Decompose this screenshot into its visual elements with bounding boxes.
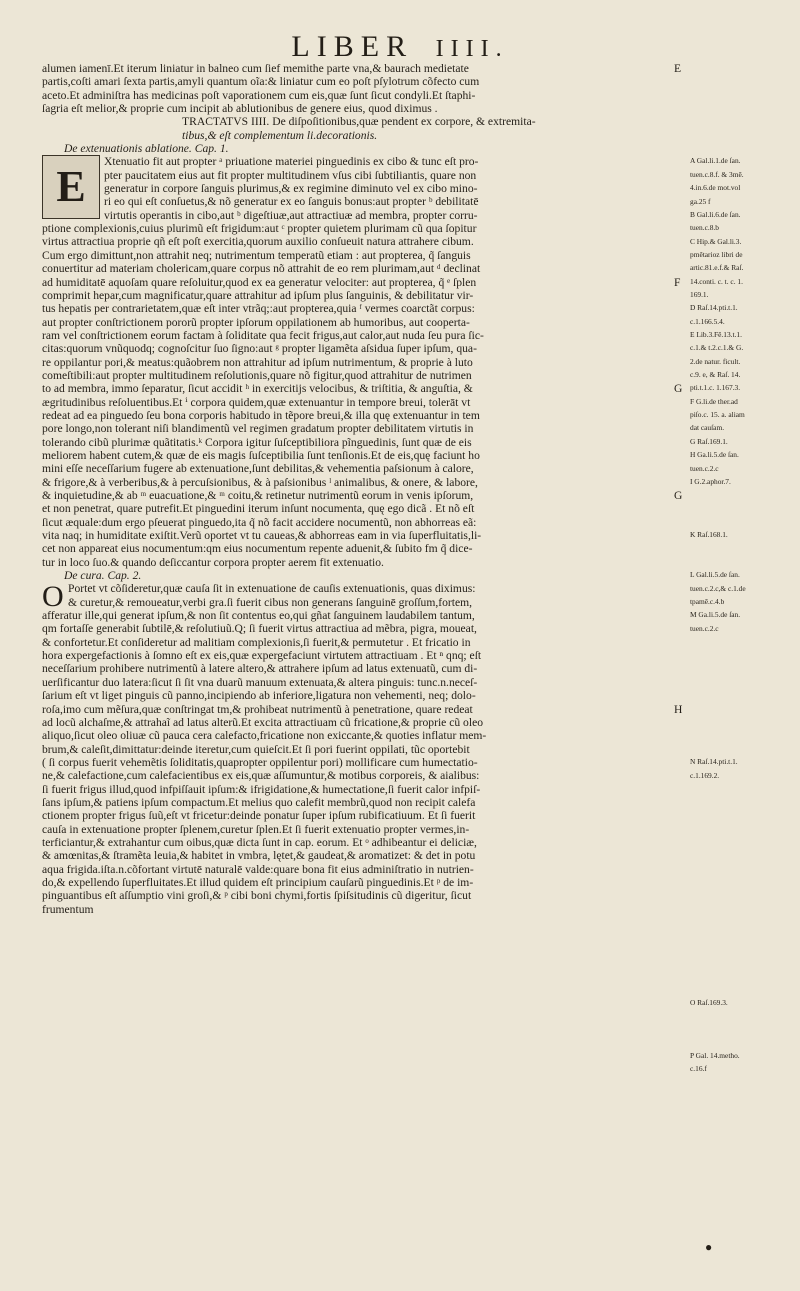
margin-note: 4.in.6.de mot.vol <box>690 183 741 193</box>
text-line <box>42 823 682 836</box>
line-text: & amœnitas,& ſtramẽta leuia,& habitet in vmbra, lętet,& gaudeat,& aromatizet: & det in potu <box>42 849 476 863</box>
text-line <box>42 75 682 88</box>
line-text: hora expergefactionis à ſomno eſt ex eis,quæ expergefaciunt virtutem attractiuam . Et ⁿ qnq; eſt <box>42 649 482 663</box>
line-text: ctionem propter frigus ſuũ,eſt vt fricetur:deinde ponatur ſuper ipſum rubificatiuum. Et ſi fuerit <box>42 809 476 823</box>
text-line <box>42 155 682 168</box>
line-text: vita naq; in humiditate exiſtit.Verũ oportet vt tu caueas,& abhorreas eam in via ſuperfluitatis,li- <box>42 529 482 543</box>
margin-note: 2.de natur. ficult. <box>690 356 741 366</box>
initial-letter-o: O <box>42 580 64 613</box>
initial-letter-e: E <box>42 155 100 219</box>
line-text: citas:quorum vnũquodq; cognoſcitur ſuo ſigno:aut ᵍ propter ligamẽta aſsidua ſuper ipſum, qua- <box>42 342 477 356</box>
text-line <box>42 809 682 822</box>
text-line <box>42 209 682 222</box>
text-line <box>42 195 682 208</box>
text-line <box>42 142 682 155</box>
line-text: tolerando cibũ plurimæ quãtitatis.ᵏ Corpora igitur ſuſceptibiliora pĩnguedinis, ſunt quæ de eis <box>42 435 472 449</box>
text-line <box>42 62 682 75</box>
line-text: re oppilantur pori,& meatus:quãobrem non attrahitur ad ipſum nutrimentum, & proprie à luto <box>42 355 473 369</box>
line-text: cet non appareat eius nocumentum:qm eius nocumentum repente aduenit,& ſubito fm q̃ dice- <box>42 542 473 556</box>
margin-note: tuen.c.8.b <box>690 223 719 233</box>
margin-note: dat cauſam. <box>690 423 725 433</box>
margin-note: tpamē.c.4.b <box>690 597 725 606</box>
line-text: et non penetrat, quare putrefit.Et pinguedini iterum inſunt nocumenta, quę ego dicã . Et nõ eſt <box>42 502 475 516</box>
text-line <box>42 876 682 889</box>
line-text: do,& expellendo ſuperfluitates.Et illud quidem eſt principium cauſarũ pinguedinis.Et ᵖ de im- <box>42 875 474 889</box>
line-text: alumen iamenī.Et iterum liniatur in balneo cum ſief memithe parte vna,& baurach medietate <box>42 62 469 75</box>
text-line <box>42 582 682 595</box>
line-text: ſagria eſt melior,& proprie cum incipit ab ablutionibus de genere eius, quod diximus . <box>42 102 438 116</box>
line-text: virtutis operantis in cibo,aut ᵇ digeſtiuæ,aut attractiuæ ad membra, propter corru- <box>104 208 478 222</box>
line-text: ſicut æquale:dum ergo pſeuerat pinguedo,ita q̃ nõ facit accidere nocumentũ, non abhorreas eã: <box>42 515 477 529</box>
margin-note: ga.25 f <box>690 196 711 206</box>
section-letter: E <box>674 62 682 75</box>
text-line <box>42 169 682 182</box>
line-text: frumentum <box>42 902 94 916</box>
text-line <box>42 102 682 115</box>
line-text: terficiantur,& extrahantur cum oibus,quæ dicta ſunt in cap. eorum. Et ᵒ adhibeantur ei deliciæ, <box>42 835 477 849</box>
line-text: ad humiditatē aquoſam quare reſoluitur,quod ex ea generatur velociter: aut propterea, q̃ ᵉ ſplen <box>42 275 477 289</box>
text-line <box>42 703 682 716</box>
line-text: pter paucitatem eius aut fit propter multitudinem vſus cibi ſubtiliantis, quare non <box>104 168 477 182</box>
line-text: Xtenuatio fit aut propter ᵃ priuatione materiei pinguedinis ex cibo & tunc eſt pro- <box>104 155 479 169</box>
margin-note: H Ga.li.5.de ſan. <box>690 450 739 460</box>
line-text: roſa,imo cum mẽſura,quæ conſtringat tm,& prohibeat nutrimentũ à penetratione, quare redeat <box>42 702 473 716</box>
line-text: redeat ad ea pinguedo ſeu bona corporis habitudo in tẽpore breui,& illa quę extenuantur in tem <box>42 408 480 422</box>
line-text: & inquietudine,& ab ᵐ euacuatione,& ᵐ coitu,& retinetur nutrimentũ eorum in venis ipſorum, <box>42 489 474 502</box>
line-text: TRACTATVS IIII. De diſpoſitionibus,quæ pendent ex corpore, & extremita- <box>182 115 536 129</box>
line-text: aliquo,ſicut oleo oliuæ cũ pauca cera calefacto,fricatione non exiccante,& quoties inflatur mem- <box>42 729 487 743</box>
margin-note: P Gal. 14.metho. <box>690 1050 740 1060</box>
text-line <box>42 182 682 195</box>
text-line <box>42 689 682 702</box>
line-text: neceſſarium prohibere nutrimentũ à latere altero,& attrahere ipſum ad latus extenuatũ, cum di- <box>42 662 478 676</box>
margin-note: tuen.c.2.c <box>690 463 719 473</box>
text-line <box>42 769 682 782</box>
line-text: comprimit hepar,cum magnificatur,quare attrahitur ad ipſum plus ſanguinis, & debilitatur vir- <box>42 288 474 302</box>
main-text-block <box>42 62 682 916</box>
margin-note: c.9. e, & Raſ. 14. <box>690 370 741 380</box>
line-text: ptione complexionis,cuius plurimũ eſt frigidum:aut ᶜ propter quietem plurimam cũ qua ſopitur <box>42 222 477 236</box>
line-text: aceto.Et adminiſtra has medicinas poſt vaporationem cum eis,quæ ſunt ſicut condyli.Et ſtaphi- <box>42 88 476 102</box>
margin-note: tuen.c.2.c <box>690 623 719 633</box>
line-text: Portet vt cõſideretur,quæ cauſa ſit in extenuatione de cauſis extenuationis, quas diximus: <box>68 582 476 596</box>
margin-note: pti.t.1.c. 1.167.3. <box>690 383 741 393</box>
text-line <box>42 596 682 609</box>
text-line <box>42 489 682 502</box>
text-line <box>42 316 682 329</box>
text-line <box>42 396 682 409</box>
text-line <box>42 729 682 742</box>
text-line <box>42 409 682 422</box>
text-line <box>42 249 682 262</box>
line-text: De extenuationis ablatione. Cap. 1. <box>64 142 229 156</box>
margin-note: c.1.& t.2.c.1.& G. <box>690 343 744 353</box>
margin-note: c.16.f <box>690 1064 707 1074</box>
text-line <box>42 756 682 769</box>
line-text: ( ſi corpus fuerit vehemẽtis ſoliditatis,quapropter oppilentur pori) mollificare cum humectatio- <box>42 755 478 769</box>
text-line <box>42 289 682 302</box>
line-text: tur in loco ſuo.& quando deſiccantur corpora propter aerem fit extenuatio. <box>42 555 384 569</box>
text-line <box>42 662 682 675</box>
text-line <box>42 449 682 462</box>
line-text: aqua frigida.iſta.n.cõfortant virtutē naturalē valde:quare bona fit eius adminiſtratio in nutrien- <box>42 862 474 876</box>
line-text: tibus,& eſt complementum li.decorationis. <box>182 128 378 142</box>
text-line <box>42 129 682 142</box>
margin-note: L Gal.li.5.de ſan. <box>690 570 740 580</box>
text-line <box>42 716 682 729</box>
text-line <box>42 636 682 649</box>
line-text: qm fortaſſe generabit ſubtilē,& reſolutiuũ.Q; ſi fuerit virtus attractiua ad mẽbra, pigra, moueat, <box>42 622 477 636</box>
margin-note: O Raſ.169.3. <box>690 997 728 1007</box>
line-text: conuertitur ad materiam cholericam,quare corpus nõ attrahit de eo rem plurimam,aut ᵈ declinat <box>42 262 481 276</box>
running-header <box>0 30 800 64</box>
margin-note: pmẽtarioz libri de <box>690 249 743 259</box>
margin-note: c.1.166.5.4. <box>690 316 725 326</box>
line-text: partis,coſti amari ſexta partis,amyli quantum oĩa:& liniatur cum eo poſt pſylotrum cõfecto cum <box>42 75 480 89</box>
margin-note: K Raſ.168.1. <box>690 530 728 540</box>
text-line <box>42 436 682 449</box>
margin-note: N Raſ.14.pti.t.1. <box>690 757 738 767</box>
line-text: uerſificantur duo latera:ſicut ſi ſit vna duarũ manuum extenuata,& altera pinguis: tunc.n.neceſ- <box>42 675 478 689</box>
text-line <box>42 556 682 569</box>
margin-note: 14.conti. c. t. c. 1. <box>690 276 743 286</box>
text-line <box>42 609 682 622</box>
text-line <box>42 849 682 862</box>
text-line <box>42 276 682 289</box>
text-line <box>42 222 682 235</box>
margin-note: c.1.169.2. <box>690 770 720 780</box>
margin-note: tuen.c.8.f. & 3mē. <box>690 169 744 179</box>
text-line <box>42 502 682 515</box>
line-text: Cum ergo dimittunt,non attrahit neq; nutrimentum temperatũ etiam : aut propterea, q̃ ſanguis <box>42 248 471 262</box>
margin-note: piſo.c. 15. a. aliam <box>690 410 745 420</box>
line-text: to ad membra, immo ſeparatur, ſicut accidit ʰ in exercitijs velocibus, & triſtitia, & anguſtia, & <box>42 382 473 396</box>
line-text: comeſtibili:aut propter multitudinem reſolutionis,quare nõ figitur,quod attrahitur de nutrimen <box>42 368 472 382</box>
text-line <box>42 542 682 555</box>
text-line <box>42 262 682 275</box>
text-line <box>42 422 682 435</box>
line-text: generatur in corpore ſanguis plurimus,& ex regimine diminuto vel ex cibo mino- <box>104 182 478 196</box>
text-line <box>42 89 682 102</box>
text-line <box>42 235 682 248</box>
line-text: ri eo qui eſt conſuetus,& nõ generatur ex eo ſanguis bonus:aut propter ᵇ debilitatē <box>104 195 479 209</box>
text-line <box>42 903 682 916</box>
section-letter: F <box>674 275 681 289</box>
line-text: & curetur,& remoueatur,verbi gra.ſi fuerit cibus non generans ſanguinē groſſum,fortem, <box>68 595 473 609</box>
text-line <box>42 516 682 529</box>
section-letter: G <box>674 382 683 396</box>
line-text: mini eſſe neceſſarium fugere ab extenuatione,ſunt debilitas,& vehementia paſsionum à calore, <box>42 462 474 476</box>
line-text: aut propter conſtrictionem pororũ propter ipſorum oppilationem ab humoribus, aut cooperta- <box>42 315 470 329</box>
text-line <box>42 676 682 689</box>
margin-note: B Gal.li.6.de ſan. <box>690 209 741 219</box>
margin-note: F G.li.de ther.ad <box>690 396 738 406</box>
line-text: meliorem habent cutem,& quæ de eis magis ſuſceptibilia ſunt tenſionis.Et de eis,quę faciunt ho <box>42 448 480 462</box>
margin-note: C Hip.& Gal.li.3. <box>690 236 742 246</box>
margin-note: A Gal.li.1.de ſan. <box>690 156 741 166</box>
line-text: ram vel conſtrictionem eorum factam à ſoliditate qua fecit frigus,aut calor,aut nuda ſeu pura ſic- <box>42 328 484 342</box>
text-line <box>42 302 682 315</box>
margin-note: 169.1. <box>690 289 709 299</box>
header-title: LIBER <box>291 30 414 63</box>
line-text: cauſa in extenuatione propter ſplenem,curetur ſplen.Et ſi fuerit extenuatio propter vermes,in- <box>42 822 470 836</box>
text-line <box>42 649 682 662</box>
line-text: ſans ipſum,& patiens ipſum compactum.Et melius quo calefit membrũ,quod non recipit calefa <box>42 795 476 809</box>
line-text: pore longo,non tolerant niſi blandimentũ vel regimen gradatum propter debilitatem virtutis in <box>42 422 474 436</box>
text-line <box>42 476 682 489</box>
line-text: De cura. Cap. 2. <box>64 569 142 583</box>
ornament-dot: ● <box>705 1240 713 1254</box>
line-text: ſi fuerit frigus illud,quod infpiſſauit ipſum:& ifrigidatione,& humectatione,ſi fuerit calor infpiſ- <box>42 782 481 796</box>
section-letter: H <box>674 702 683 716</box>
text-line <box>42 529 682 542</box>
line-text: ægritudinibus reſoluentibus.Et ⁱ corpora quidem,quæ extenuantur in tempore breui, tolerāt vt <box>42 395 471 409</box>
line-text: afferatur ille,qui generat ipſum,& non ſit contentus eo,qui gñat ſanguinem laudabilem tantum, <box>42 609 475 623</box>
text-line <box>42 382 682 395</box>
text-line <box>42 329 682 342</box>
line-text: ad locũ alchaſme,& attrahaĩ ad latus alterũ.Et excita attractiuam cũ fricatione,& proprie cũ oleo <box>42 715 484 729</box>
text-line <box>42 369 682 382</box>
line-text: pinguantibus eſt aſſumptio vini groſi,& ᵖ cibi boni chymi,fortis ſpiſsitudinis cũ digeritur, ſicut <box>42 889 472 903</box>
text-line <box>42 462 682 475</box>
text-line <box>42 836 682 849</box>
text-line <box>42 783 682 796</box>
margin-note: artic.81.e.f.& Raſ. <box>690 263 744 273</box>
text-line <box>42 622 682 635</box>
text-line <box>42 743 682 756</box>
text-line <box>42 569 682 582</box>
line-text: brum,& caleſit,dimittatur:deinde iteretur,cum quieſcit.Et ſi pori fuerint oppilati, tũc oportebit <box>42 742 470 756</box>
text-line <box>42 115 682 128</box>
line-text: & confortetur.Et conſideretur ad malitiam complexionis,ſi fuerit,& permutetur . Et fricatio in <box>42 635 471 649</box>
line-text: & frigore,& à verberibus,& à percuſsionibus, & à paſsionibus ˡ animalibus, & onere, & labore, <box>42 475 478 489</box>
margin-note: M Ga.li.5.de ſan. <box>690 610 741 620</box>
line-text: ne,& calefactione,cum calefacientibus ex eis,quæ aſſumuntur,& motibus corporeis, & aialibus: <box>42 769 480 783</box>
line-text: tus hepatis per contrarietatem,quæ eſt inter vtrãq;:aut propterea,quia ᶠ vermes coarctãt corpus: <box>42 302 475 316</box>
margin-note: D Raſ.14.pti.t.1. <box>690 303 738 313</box>
text-line <box>42 356 682 369</box>
text-line <box>42 796 682 809</box>
margin-note: tuen.c.2.c,& c.1.de <box>690 583 746 593</box>
text-line <box>42 863 682 876</box>
header-book-number: IIII. <box>435 36 509 62</box>
margin-note: E Lib.3.Fē.13.t.1. <box>690 330 742 339</box>
line-text: virtus attractiua proprie qñ eſt poſt exercitia,quorum auxilio conſueuit natura attrahere cibum. <box>42 235 474 249</box>
text-line <box>42 889 682 902</box>
margin-note: I G.2.aphor.7. <box>690 476 731 486</box>
line-text: ſarium eſt vt liget pinguis cũ panno,incipiendo ab inferiore,ligatura non vehementi, neq; dolo- <box>42 689 476 703</box>
section-letter: G <box>674 489 683 503</box>
margin-note: G Raſ.169.1. <box>690 436 728 446</box>
text-line <box>42 342 682 355</box>
